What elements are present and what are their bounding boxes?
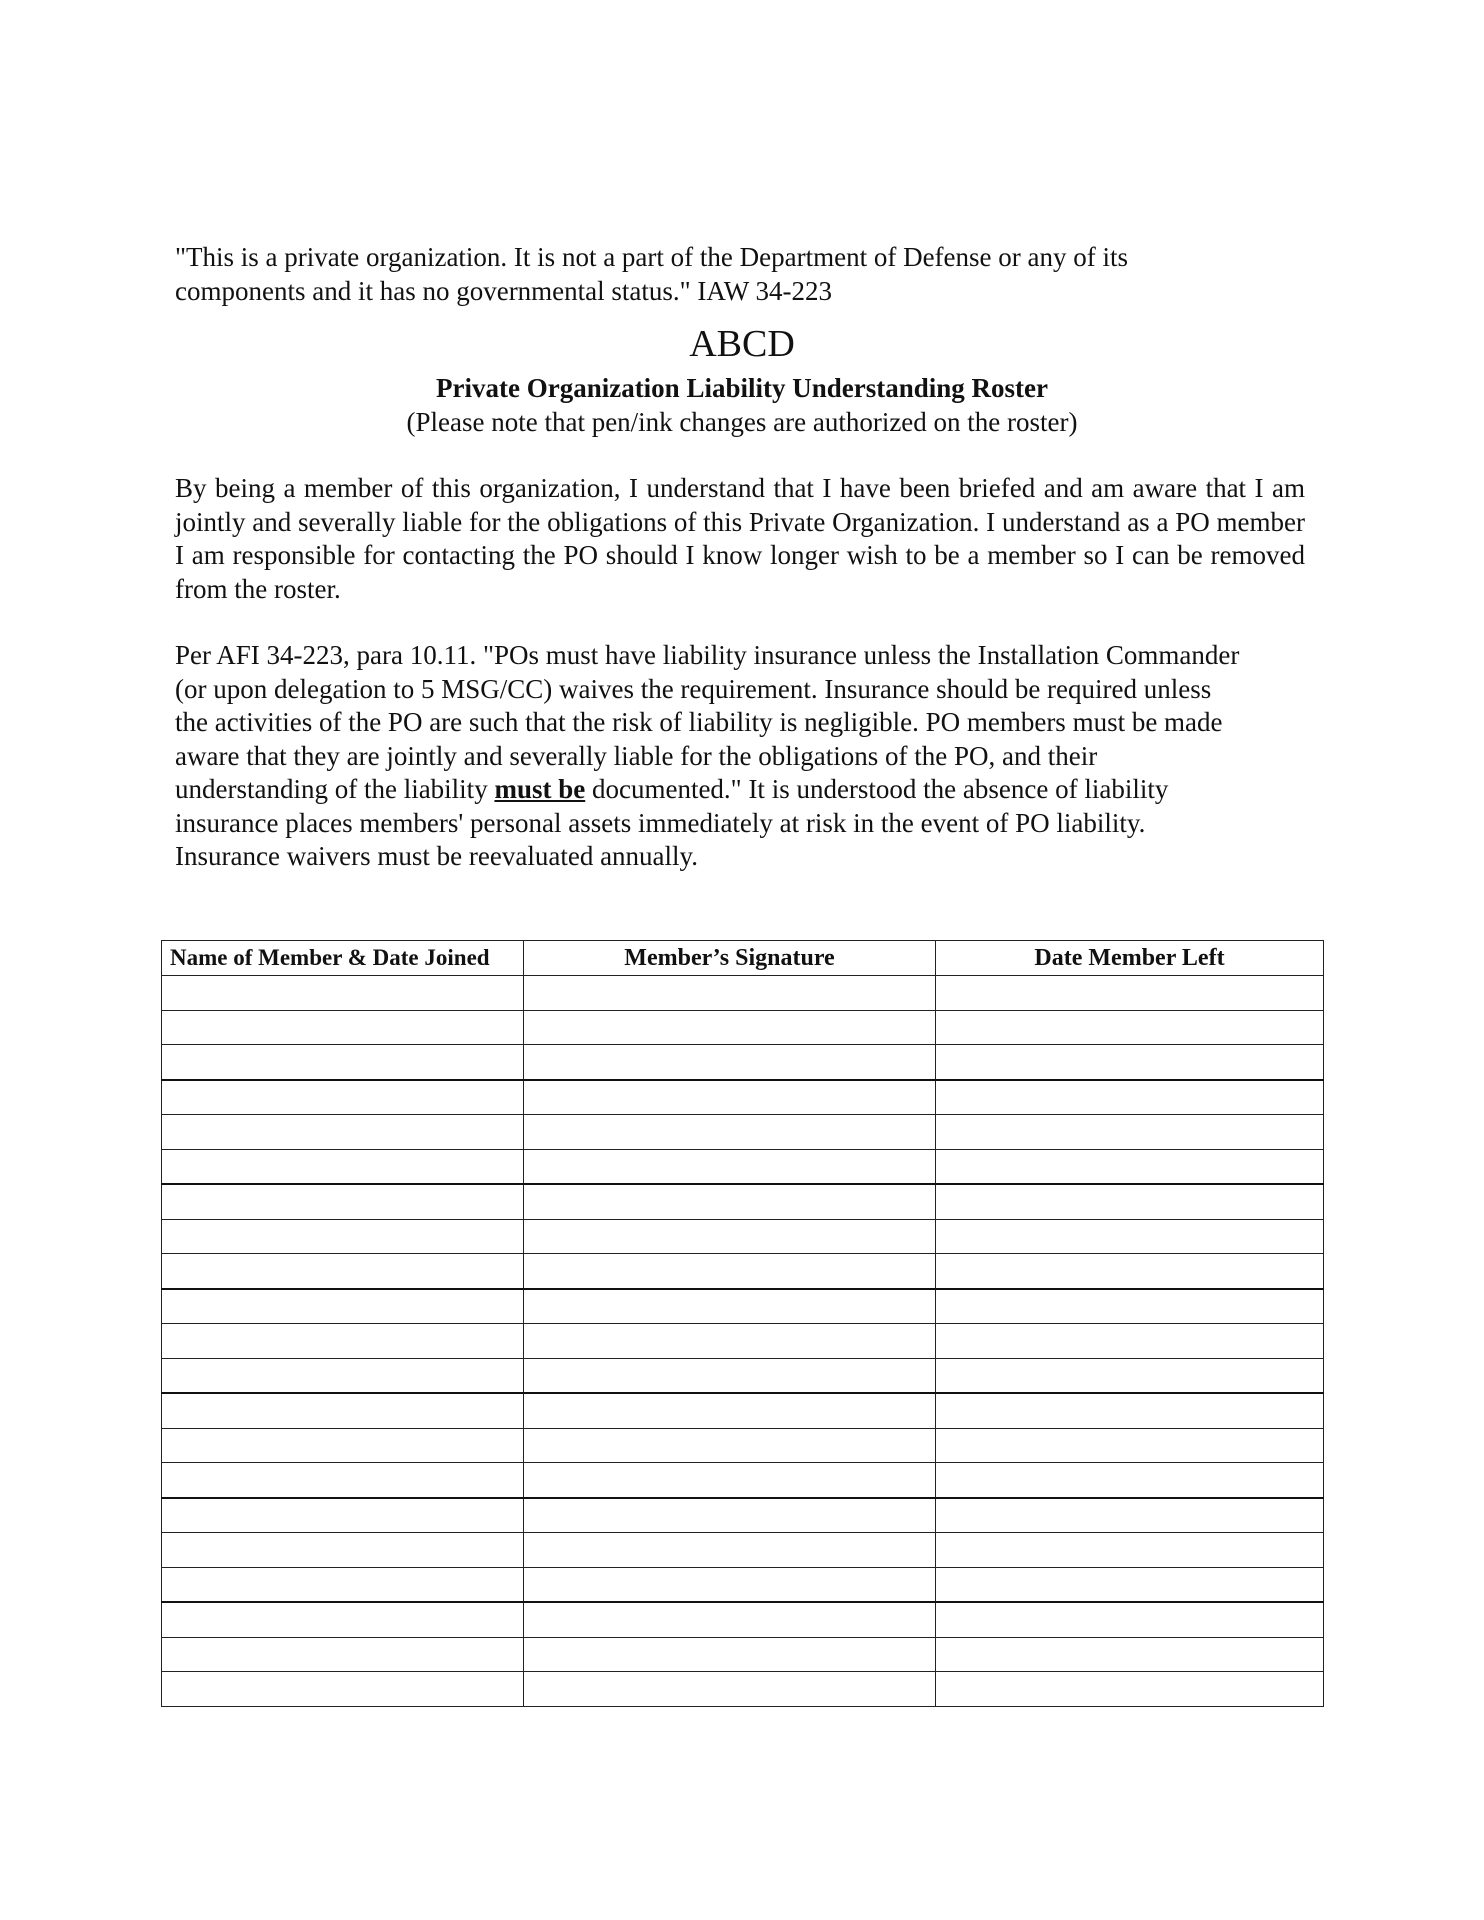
roster-note: (Please note that pen/ink changes are authorized on the roster) (406, 407, 1078, 437)
policy-line-6: insurance places members' personal assets immediately at risk in the event of PO liability. (175, 807, 1146, 838)
signature-cell[interactable] (524, 1219, 936, 1254)
roster-row (162, 1498, 1324, 1533)
disclaimer-line-2: components and it has no governmental status." IAW 34-223 (175, 276, 832, 306)
name-date-joined-cell[interactable] (162, 1567, 524, 1602)
roster-row (162, 1289, 1324, 1324)
policy-line-1: Per AFI 34-223, para 10.11. "POs must have liability insurance unless the Installation Commander (175, 640, 1240, 670)
name-date-joined-cell[interactable] (162, 1045, 524, 1080)
roster-row (162, 1637, 1324, 1672)
roster-row (162, 1254, 1324, 1289)
name-date-joined-cell[interactable] (162, 1115, 524, 1150)
roster-row (162, 1184, 1324, 1219)
roster-row (162, 1428, 1324, 1463)
name-date-joined-cell[interactable] (162, 1637, 524, 1672)
date-left-cell[interactable] (936, 1567, 1324, 1602)
roster-row (162, 1358, 1324, 1393)
signature-cell[interactable] (524, 1289, 936, 1324)
date-left-cell[interactable] (936, 1149, 1324, 1184)
policy-line-4: aware that they are jointly and severally liable for the obligations of the PO, and their (175, 740, 1098, 771)
column-header-name-date-joined: Name of Member & Date Joined (162, 941, 524, 976)
date-left-cell[interactable] (936, 1498, 1324, 1533)
liability-statement: By being a member of this organization, I understand that I have been briefed and am aware that I am jointly and severally liable for the obligations of this Private Organization. I understand as a PO member I am responsible for contacting the PO should I know longer wish to be a member so I can be removed from the roster. (175, 473, 1305, 604)
policy-line-2: (or upon delegation to 5 MSG/CC) waives the requirement. Insurance should be required unless (175, 673, 1212, 704)
policy-line-5-start: understanding of the liability (175, 774, 495, 804)
signature-cell[interactable] (524, 1498, 936, 1533)
policy-line-5 (175, 773, 1305, 807)
signature-cell[interactable] (524, 1463, 936, 1498)
name-date-joined-cell[interactable] (162, 1289, 524, 1324)
date-left-cell[interactable] (936, 1254, 1324, 1289)
roster-row (162, 1393, 1324, 1428)
name-date-joined-cell[interactable] (162, 1080, 524, 1115)
name-date-joined-cell[interactable] (162, 1358, 524, 1393)
signature-cell[interactable] (524, 1045, 936, 1080)
date-left-cell[interactable] (936, 1428, 1324, 1463)
signature-cell[interactable] (524, 1184, 936, 1219)
disclaimer-text (175, 240, 1305, 308)
roster-row (162, 1324, 1324, 1359)
policy-line-3: the activities of the PO are such that the risk of liability is negligible. PO members must be made (175, 707, 1223, 737)
roster-row (162, 1567, 1324, 1602)
signature-cell[interactable] (524, 1115, 936, 1150)
roster-row (162, 1115, 1324, 1150)
roster-row (162, 1149, 1324, 1184)
roster-row (162, 976, 1324, 1011)
name-date-joined-cell[interactable] (162, 976, 524, 1011)
date-left-cell[interactable] (936, 1080, 1324, 1115)
signature-cell[interactable] (524, 1080, 936, 1115)
date-left-cell[interactable] (936, 1289, 1324, 1324)
signature-cell[interactable] (524, 1672, 936, 1707)
policy-line-5-end: documented." It is understood the absence of liability (585, 774, 1169, 804)
roster-row (162, 1045, 1324, 1080)
date-left-cell[interactable] (936, 1533, 1324, 1568)
roster-header-row (162, 941, 1324, 976)
name-date-joined-cell[interactable] (162, 1149, 524, 1184)
date-left-cell[interactable] (936, 1393, 1324, 1428)
roster-row (162, 1219, 1324, 1254)
date-left-cell[interactable] (936, 1463, 1324, 1498)
roster-row (162, 1672, 1324, 1707)
name-date-joined-cell[interactable] (162, 1428, 524, 1463)
signature-cell[interactable] (524, 1149, 936, 1184)
policy-emphasis: must be (494, 774, 586, 804)
date-left-cell[interactable] (936, 1115, 1324, 1150)
name-date-joined-cell[interactable] (162, 1602, 524, 1637)
name-date-joined-cell[interactable] (162, 1498, 524, 1533)
name-date-joined-cell[interactable] (162, 1184, 524, 1219)
date-left-cell[interactable] (936, 1602, 1324, 1637)
name-date-joined-cell[interactable] (162, 1672, 524, 1707)
roster-row (162, 1533, 1324, 1568)
signature-cell[interactable] (524, 1393, 936, 1428)
name-date-joined-cell[interactable] (162, 1393, 524, 1428)
name-date-joined-cell[interactable] (162, 1219, 524, 1254)
signature-cell[interactable] (524, 1358, 936, 1393)
column-header-signature: Member’s Signature (524, 941, 936, 976)
name-date-joined-cell[interactable] (162, 1463, 524, 1498)
signature-cell[interactable] (524, 1428, 936, 1463)
date-left-cell[interactable] (936, 1324, 1324, 1359)
roster-row (162, 1010, 1324, 1045)
date-left-cell[interactable] (936, 1219, 1324, 1254)
roster-table (161, 940, 1324, 1707)
policy-paragraph (175, 639, 1305, 874)
date-left-cell[interactable] (936, 1010, 1324, 1045)
signature-cell[interactable] (524, 976, 936, 1011)
signature-cell[interactable] (524, 1602, 936, 1637)
signature-cell[interactable] (524, 1533, 936, 1568)
roster-row (162, 1602, 1324, 1637)
column-header-date-left: Date Member Left (936, 941, 1324, 976)
name-date-joined-cell[interactable] (162, 1533, 524, 1568)
signature-cell[interactable] (524, 1567, 936, 1602)
signature-cell[interactable] (524, 1010, 936, 1045)
name-date-joined-cell[interactable] (162, 1254, 524, 1289)
name-date-joined-cell[interactable] (162, 1010, 524, 1045)
date-left-cell[interactable] (936, 1637, 1324, 1672)
roster-row (162, 1463, 1324, 1498)
date-left-cell[interactable] (936, 1045, 1324, 1080)
document-title: Private Organization Liability Understanding Roster (436, 373, 1048, 403)
roster-row (162, 1080, 1324, 1115)
signature-cell[interactable] (524, 1637, 936, 1672)
date-left-cell[interactable] (936, 1672, 1324, 1707)
organization-name: ABCD (689, 323, 795, 365)
signature-cell[interactable] (524, 1324, 936, 1359)
date-left-cell[interactable] (936, 976, 1324, 1011)
disclaimer-line-1: "This is a private organization. It is not a part of the Department of Defense or any of its (175, 242, 1128, 272)
roster-body (162, 976, 1324, 1707)
name-date-joined-cell[interactable] (162, 1324, 524, 1359)
policy-line-7: Insurance waivers must be reevaluated annually. (175, 841, 699, 871)
date-left-cell[interactable] (936, 1358, 1324, 1393)
date-left-cell[interactable] (936, 1184, 1324, 1219)
signature-cell[interactable] (524, 1254, 936, 1289)
